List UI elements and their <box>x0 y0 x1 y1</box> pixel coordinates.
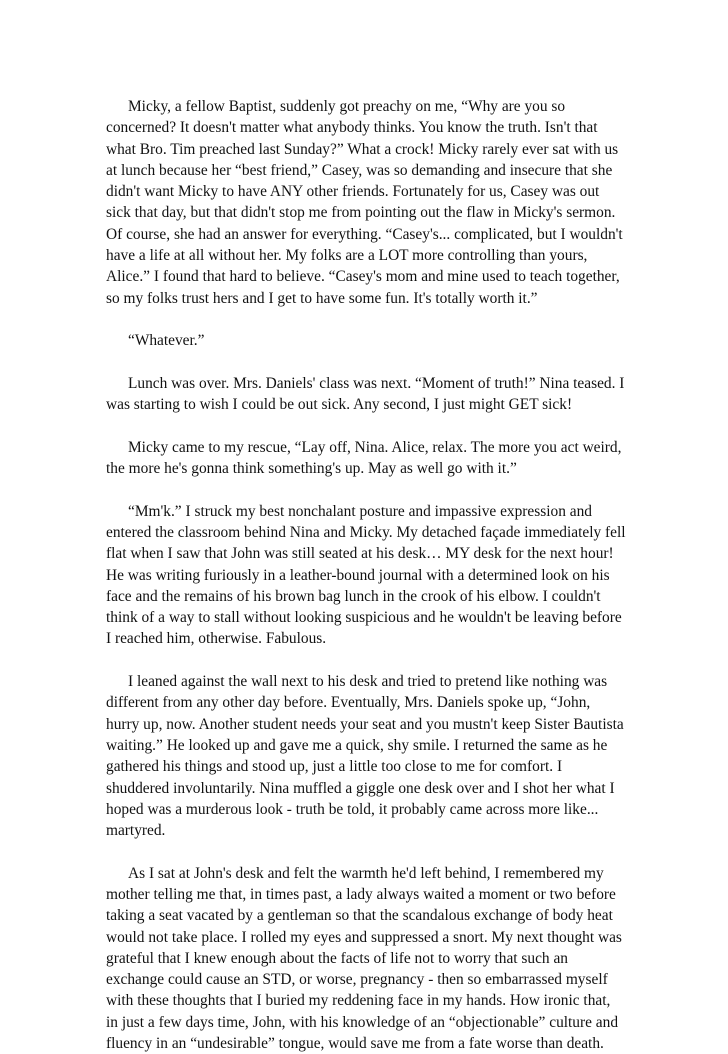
paragraph-2: “Whatever.” <box>128 332 205 350</box>
paragraph-6: I leaned against the wall next to his desk and tried to pretend like nothing was different from any other day before. Eventually, Mrs. Daniels spoke up, “John, hurry up, now. Another student needs your seat and you mustn't keep Sister Bautista waiting.” He looked up and gave me a quick, shy smile. I returned the same as he gathered his things and stood up, just a little too close to me for comfort. I shuddered involuntarily. Nina muffled a giggle one desk over and I shot her what I hoped was a murderous look - truth be told, it probably came across more like... martyred. <box>106 673 624 840</box>
paragraph-5: “Mm'k.” I struck my best nonchalant posture and impassive expression and entered the classroom behind Nina and Micky. My detached façade immediately fell flat when I saw that John was still seated at his desk… MY desk for the next hour! He was writing furiously in a leather-bound journal with a determined look on his face and the remains of his brown bag lunch in the crook of his elbow. I couldn't think of a way to stall without looking suspicious and he wouldn't be leaving before I reached him, otherwise. Fabulous. <box>106 502 626 648</box>
paragraph-3: Lunch was over. Mrs. Daniels' class was next. “Moment of truth!” Nina teased. I was starting to wish I could be out sick. Any second, I just might GET sick! <box>106 374 625 414</box>
paragraph-4: Micky came to my rescue, “Lay off, Nina. Alice, relax. The more you act weird, the more he's gonna think something's up. May as well go with it.” <box>106 438 622 478</box>
paragraph-7: As I sat at John's desk and felt the warmth he'd left behind, I remembered my mother telling me that, in times past, a lady always waited a moment or two before taking a seat vacated by a gentleman so that the scandalous exchange of body heat would not take place. I rolled my eyes and suppressed a snort. My next thought was grateful that I knew enough about the facts of life not to worry that such an exchange could cause an STD, or worse, pregnancy - then so embarrassed myself with these thoughts that I buried my reddening face in my hands. How ironic that, in just a few days time, John, with his knowledge of an “objectionable” culture and fluency in an “undesirable” tongue, would save me from a fate worse than death. <box>106 864 622 1053</box>
document-page <box>106 96 626 1054</box>
paragraph-1: Micky, a fellow Baptist, suddenly got preachy on me, “Why are you so concerned? It doesn't matter what anybody thinks. You know the truth. Isn't that what Bro. Tim preached last Sunday?” What a crock! Micky rarely ever sat with us at lunch because her “best friend,” Casey, was so demanding and insecure that she didn't want Micky to have ANY other friends. Fortunately for us, Casey was out sick that day, but that didn't stop me from pointing out the flaw in Micky's sermon. Of course, she had an answer for everything. “Casey's... complicated, but I wouldn't have a life at all without her. My folks are a LOT more controlling than yours, Alice.” I found that hard to believe. “Casey's mom and mine used to teach together, so my folks trust hers and I get to have some fun. It's totally worth it.” <box>106 98 623 307</box>
